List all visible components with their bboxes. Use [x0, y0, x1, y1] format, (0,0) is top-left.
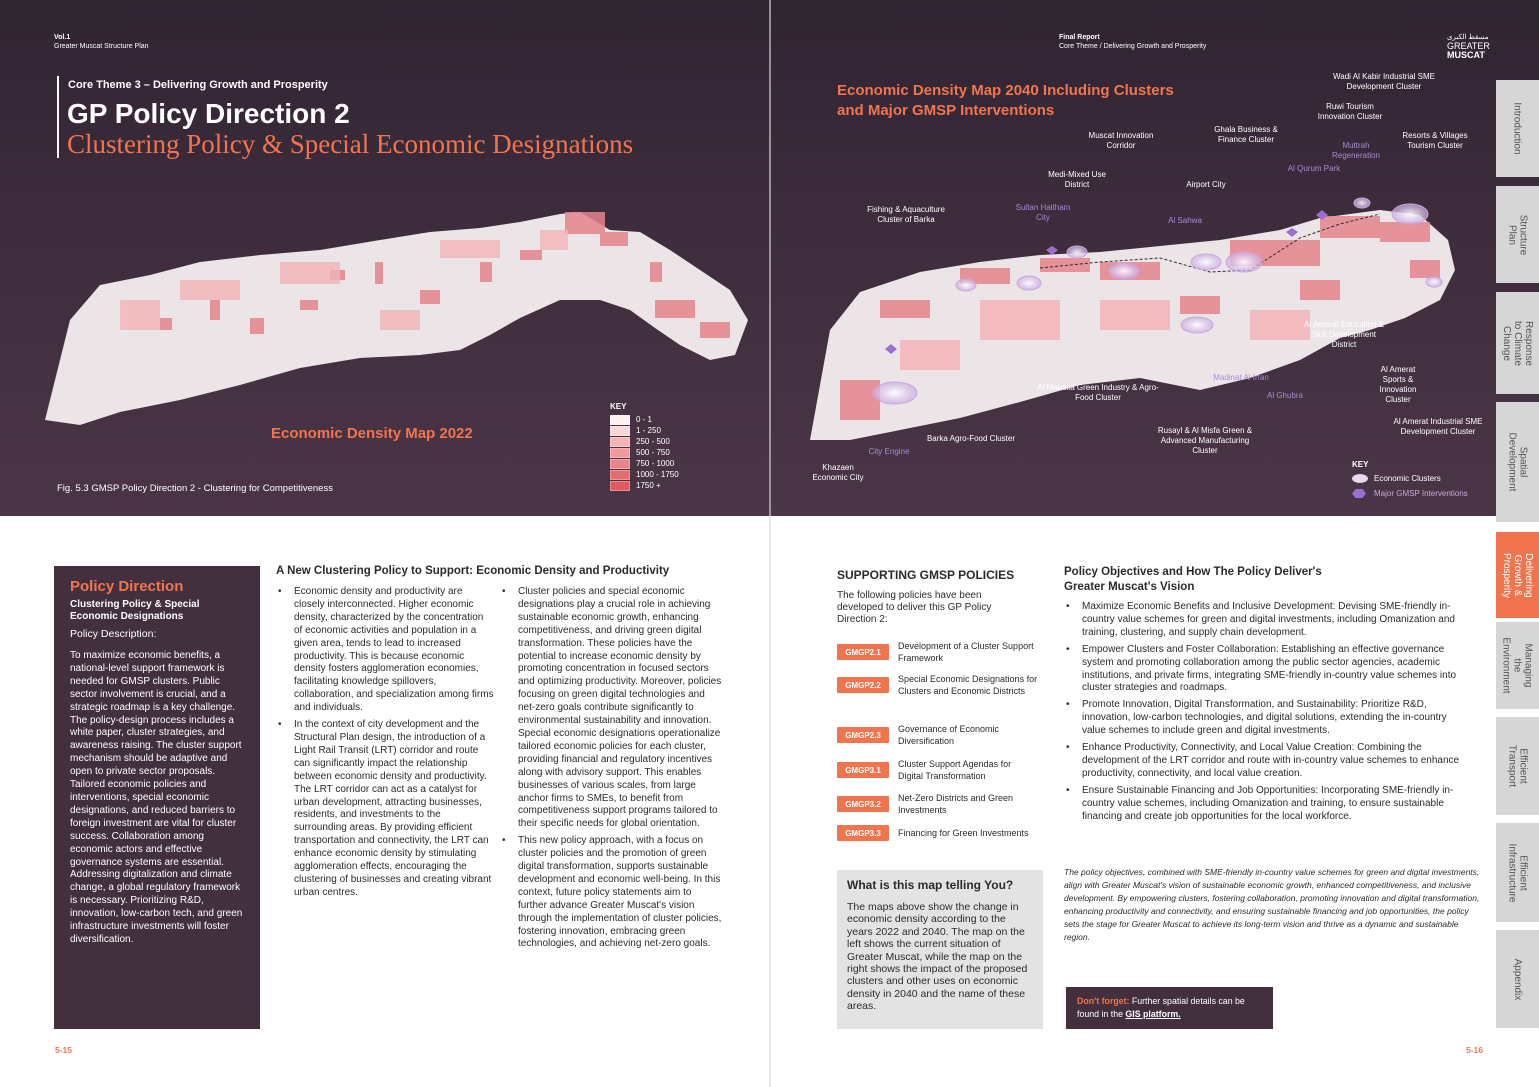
key-title: KEY [610, 402, 627, 411]
map-2022-title: Economic Density Map 2022 [271, 425, 473, 442]
cluster-legend-label: Economic Clusters [1374, 474, 1441, 483]
label-amerat-education: Al Amerat Education & Skill Development District [1303, 320, 1385, 349]
key-label: 1750 + [636, 481, 661, 490]
logo-line1: GREATER [1447, 41, 1490, 51]
intervention-legend-icon [1352, 489, 1366, 498]
label-barka: Barka Agro-Food Cluster [926, 434, 1016, 443]
tab-label: Managing the Environment [1501, 637, 1535, 694]
tab-label: Appendix [1512, 958, 1523, 1000]
objectives-summary: The policy objectives, combined with SME-friendly in-country value schemes for green and digital investments, align with Greater Muscat's vision of sustainable economic growth, enhanced competitiveness, and inclusive development. By empowering clusters, fostering collaboration, promoting innovation and digital transformation, enhancing productivity and connectivity, and ensuring sustainable financing and job opportunities, the policy sets the stage for Greater Muscat to achieve its long-term vision and thrive as a dynamic and sustainable region. [1064, 867, 1480, 942]
policy-description-label: Policy Description: [70, 628, 157, 640]
policy-item [837, 758, 1038, 782]
key-label: 750 - 1000 [636, 459, 675, 468]
map-explainer-title: What is this map telling You? [847, 878, 1014, 892]
page-number-left: 5-15 [55, 1045, 73, 1055]
label-khazaen: Khazaen Economic City [812, 463, 864, 482]
bullet-item: • Maximize Economic Benefits and Inclusive Development: Devising SME-friendly in-country value schemes for green and digital investments, including Omanization and training, clustering, and supply chain development. [1064, 601, 1464, 640]
label-resorts: Resorts & Villages Tourism Cluster [1402, 131, 1468, 150]
policy-description-body: To maximize economic benefits, a national-level support framework is needed for GMSP clusters. Public sector involvement is crucial, and a strategic roadmap is a key challenge. The policy-design process includes a white paper, cluster strategies, and awareness raising. The cluster support mechanism should be adaptive and open to private sector proposals. Tailored economic policies and interventions, special economic designations, and reduced barriers to foreign investment are vital for cluster success. Collaboration among economic actors and effective governance systems are essential. Addressing digitalization and climate change, a global regulatory framework is necessary. Prioritizing R&D, innovation, low-carbon tech, and green infrastructure investments will foster diversification. [70, 650, 243, 945]
policy-code-badge: GMGP2.2 [837, 677, 889, 693]
policy-code-badge: GMGP3.3 [837, 825, 889, 841]
key-swatch [610, 426, 630, 436]
tab-structure-plan[interactable] [1496, 186, 1539, 283]
bullet-item: • Promote Innovation, Digital Transformation, and Sustainability: Prioritize R&D, innovation, low-carbon technologies, and digital solutions, extending the in-country value schemes to include green and digital investments. [1064, 699, 1464, 738]
tab-label: Introduction [1512, 102, 1524, 155]
left-column-2-list [500, 586, 722, 951]
policy-item [837, 825, 1038, 841]
policy-text: Net-Zero Districts and Green Investments [898, 793, 1014, 815]
map-2040-title [837, 81, 1174, 121]
label-ghala: Ghala Business & Finance Cluster [1214, 125, 1278, 144]
policy-item [837, 673, 1038, 697]
key-row [610, 414, 679, 425]
logo-arabic: مسقط الكبرى [1447, 34, 1489, 41]
label-sultan-haitham: Sultan Haitham City [1015, 203, 1071, 222]
supporting-policies-title: SUPPORTING GMSP POLICIES [837, 568, 1015, 582]
volume-label: Vol.1 [54, 34, 71, 41]
policy-text: Development of a Cluster Support Framework [898, 641, 1034, 663]
supporting-policies-intro: The following policies have been developed to deliver this GP Policy Direction 2: [837, 590, 992, 625]
key-row [610, 480, 679, 491]
map-2040-title-line1: Economic Density Map 2040 Including Clusters [837, 82, 1174, 99]
tab-spatial-development[interactable] [1496, 402, 1539, 522]
policy-code-badge: GMGP3.2 [837, 796, 889, 812]
policy-text: Special Economic Designations for Clusters and Economic Districts [898, 674, 1038, 696]
policy-item [837, 792, 1038, 816]
cluster-legend-icon [1352, 474, 1368, 483]
label-amerat-sports: Al Amerat Sports & Innovation Cluster [1379, 365, 1417, 404]
core-theme: Core Theme 3 – Delivering Growth and Prosperity [68, 79, 328, 91]
bullet-item: • Enhance Productivity, Connectivity, and Local Value Creation: Combining the development of the LRT corridor and route with in-country value schemes to enhance productivity, connectivity, and local value creation. [1064, 742, 1464, 781]
plan-label: Greater Muscat Structure Plan [54, 43, 149, 50]
figure-caption: Fig. 5.3 GMSP Policy Direction 2 - Clustering for Competitiveness [57, 483, 333, 494]
key-rows [610, 414, 679, 491]
key-label: 1 - 250 [636, 426, 661, 435]
tab-label: Response to Climate Change [1501, 320, 1534, 366]
dont-forget-text: Further spatial details can be found in the [1077, 996, 1245, 1019]
map-explainer-body: The maps above show the change in economic density according to the years 2022 and 2040. The map on the left shows the current situation of Greater Muscat, while the map on the right shows the impact of the proposed clusters and other uses on economic density in 2040 and the name of these areas. [847, 901, 1028, 1013]
key-row [610, 458, 679, 469]
policy-code-badge: GMGP2.3 [837, 727, 889, 743]
key-swatch [610, 481, 630, 491]
page-subtitle: Clustering Policy & Special Economic Designations [67, 129, 634, 159]
label-rusayl: Rusayl & Al Misfa Green & Advanced Manufacturing Cluster [1157, 426, 1253, 455]
key-swatch [610, 448, 630, 458]
label-muscat-innovation: Muscat Innovation Corridor [1088, 131, 1154, 150]
policy-direction-subtitle: Clustering Policy & Special Economic Designations [70, 599, 200, 622]
page-number-right: 5-16 [1466, 1045, 1484, 1055]
left-column-1-list [276, 586, 494, 900]
policy-direction-title: Policy Direction [70, 578, 184, 595]
label-qurum: Al Qurum Park [1287, 164, 1341, 173]
label-wadi: Wadi Al Kabir Industrial SME Development Cluster [1333, 72, 1435, 91]
objectives-title: Policy Objectives and How The Policy Deliver's Greater Muscat's Vision [1064, 566, 1322, 593]
label-airport: Airport City [1186, 180, 1226, 189]
bullet-item: • Ensure Sustainable Financing and Job Opportunities: Incorporating SME-friendly in-country value schemes, including Omanization and training, to ensure sustainable financing and create job opportunities for the local workforce. [1064, 785, 1464, 824]
key-swatch [610, 470, 630, 480]
label-city-engine: City Engine [868, 447, 910, 456]
tab-introduction[interactable] [1496, 80, 1539, 177]
label-mabella: Al Mabella Green Industry & Agro-Food Cluster [1037, 383, 1159, 402]
label-irfan: Madinat Al Irfan [1213, 373, 1269, 382]
tab-managing-the-environment[interactable] [1496, 622, 1539, 709]
objectives-column [1064, 601, 1464, 828]
tab-appendix[interactable] [1496, 930, 1539, 1028]
key-label: 250 - 500 [636, 437, 670, 446]
dont-forget-label: Don't forget: [1077, 996, 1130, 1006]
key-swatch [610, 415, 630, 425]
key-swatch [610, 459, 630, 469]
policy-item [837, 723, 1038, 747]
bullet-item: • This new policy approach, with a focus on cluster policies and the promotion of green digital transformation, supports sustainable development and economic well-being. In this context, future policy statements aim to further advance Greater Muscat's vision through the implementation of cluster policies, fostering innovation, embracing green technologies, and achieving net-zero goals. [500, 835, 722, 951]
bullet-item: • Economic density and productivity are closely interconnected. Higher economic density, characterized by the concentration of economic activities and population in a given area, tends to lead to increased productivity. This is because economic density fosters agglomeration economies, facilitating knowledge spillovers, collaboration, and specialization among firms and individuals. [276, 586, 494, 715]
tab-delivering-growth-prosperity[interactable] [1496, 532, 1539, 618]
clustering-section-heading: A New Clustering Policy to Support: Economic Density and Productivity [276, 565, 670, 577]
intervention-legend-label: Major GMSP Interventions [1374, 489, 1468, 498]
left-column-2 [500, 586, 722, 955]
map-2040-key [1352, 460, 1468, 498]
label-medi: Medi-Mixed Use District [1048, 170, 1106, 189]
report-label: Final Report [1059, 34, 1100, 41]
key-row [610, 447, 679, 458]
key-row [610, 469, 679, 480]
label-ruwi: Ruwi Tourism Innovation Cluster [1317, 102, 1383, 121]
policy-text: Cluster Support Agendas for Digital Transformation [898, 759, 1012, 781]
key-label: 0 - 1 [636, 415, 653, 424]
bullet-item: • In the context of city development and the Structural Plan design, the introduction of a Light Rail Transit (LRT) corridor and route can significantly impact the relationship between economic density and productivity. The LRT corridor can act as a catalyst for urban development, attracting businesses, residents, and investments to the surrounding areas. By providing efficient transportation and connectivity, the LRT can enhance economic density by stimulating agglomeration effects, encouraging the clustering of businesses and creating vibrant urban centres. [276, 719, 494, 900]
map-explainer-box [837, 870, 1043, 1029]
key-swatch [610, 437, 630, 447]
objectives-list [1064, 601, 1464, 824]
bullet-item: • Empower Clusters and Foster Collaboration: Establishing an effective governance system and promoting collaboration among the public sector agencies, academic institutions, and private firms, integrating SME-friendly in-country value schemes into cluster strategies and roadmaps. [1064, 644, 1464, 696]
key-row [610, 425, 679, 436]
page-gutter [769, 0, 771, 1087]
tab-efficient-transport[interactable] [1496, 717, 1539, 815]
policy-item [837, 640, 1038, 664]
breadcrumb: Core Theme / Delivering Growth and Prosperity [1059, 43, 1207, 50]
map-2040-title-line2: and Major GMSP Interventions [837, 102, 1055, 119]
policy-text: Governance of Economic Diversification [898, 724, 1000, 746]
tab-label: Structure Plan [1506, 214, 1529, 255]
bullet-item: • Cluster policies and special economic designations play a crucial role in achieving sustainable economic growth, enhancing competitiveness, and driving green digital transformation. These policies have the potential to increase economic density by promoting concentration in focused sectors and optimizing productivity. Moreover, policies focusing on green digital technologies and net-zero goals contribute significantly to environmental sustainability and innovation. Special economic designations operationalize tailored economic policies for each cluster, providing financial and regulatory incentives along with advisory support. This enables businesses of various scales, from large anchor firms to SMEs, to benefit from competitiveness support programs tailored to their specific needs for global orientation. [500, 586, 722, 831]
greater-muscat-logo [1447, 33, 1490, 60]
policy-direction-box [54, 566, 260, 1029]
tab-label: Efficient Transport [1506, 744, 1529, 788]
key-label: 500 - 750 [636, 448, 670, 457]
rkey-title: KEY [1352, 460, 1369, 469]
policy-code-badge: GMGP2.1 [837, 644, 889, 660]
page-title: GP Policy Direction 2 [67, 98, 350, 129]
tab-label: Efficient Infrastructure [1506, 843, 1529, 902]
label-ghubra: Al Ghubra [1266, 391, 1304, 400]
logo-line2: MUSCAT [1447, 50, 1485, 60]
policy-code-badge: GMGP3.1 [837, 762, 889, 778]
tab-label: Delivering Growth & Prosperity [1501, 552, 1535, 598]
label-sahwa: Al Sahwa [1168, 216, 1202, 225]
label-mattrah: Muttrah Regeneration [1331, 141, 1381, 160]
tab-response-to-climate-change[interactable] [1496, 292, 1539, 394]
density-key [610, 402, 679, 491]
key-row [610, 436, 679, 447]
tab-efficient-infrastructure[interactable] [1496, 823, 1539, 922]
tab-label: Spatial Development [1506, 432, 1529, 492]
label-amerat-industrial: Al Amerat Industrial SME Development Cluster [1393, 417, 1483, 436]
left-column-1 [276, 586, 494, 904]
label-fishing: Fishing & Aquaculture Cluster of Barka [867, 205, 945, 224]
policy-text: Financing for Green Investments [898, 828, 1029, 838]
dont-forget-box [1066, 987, 1273, 1029]
key-label: 1000 - 1750 [636, 470, 679, 479]
gis-platform-link[interactable]: GIS platform. [1125, 1008, 1181, 1019]
